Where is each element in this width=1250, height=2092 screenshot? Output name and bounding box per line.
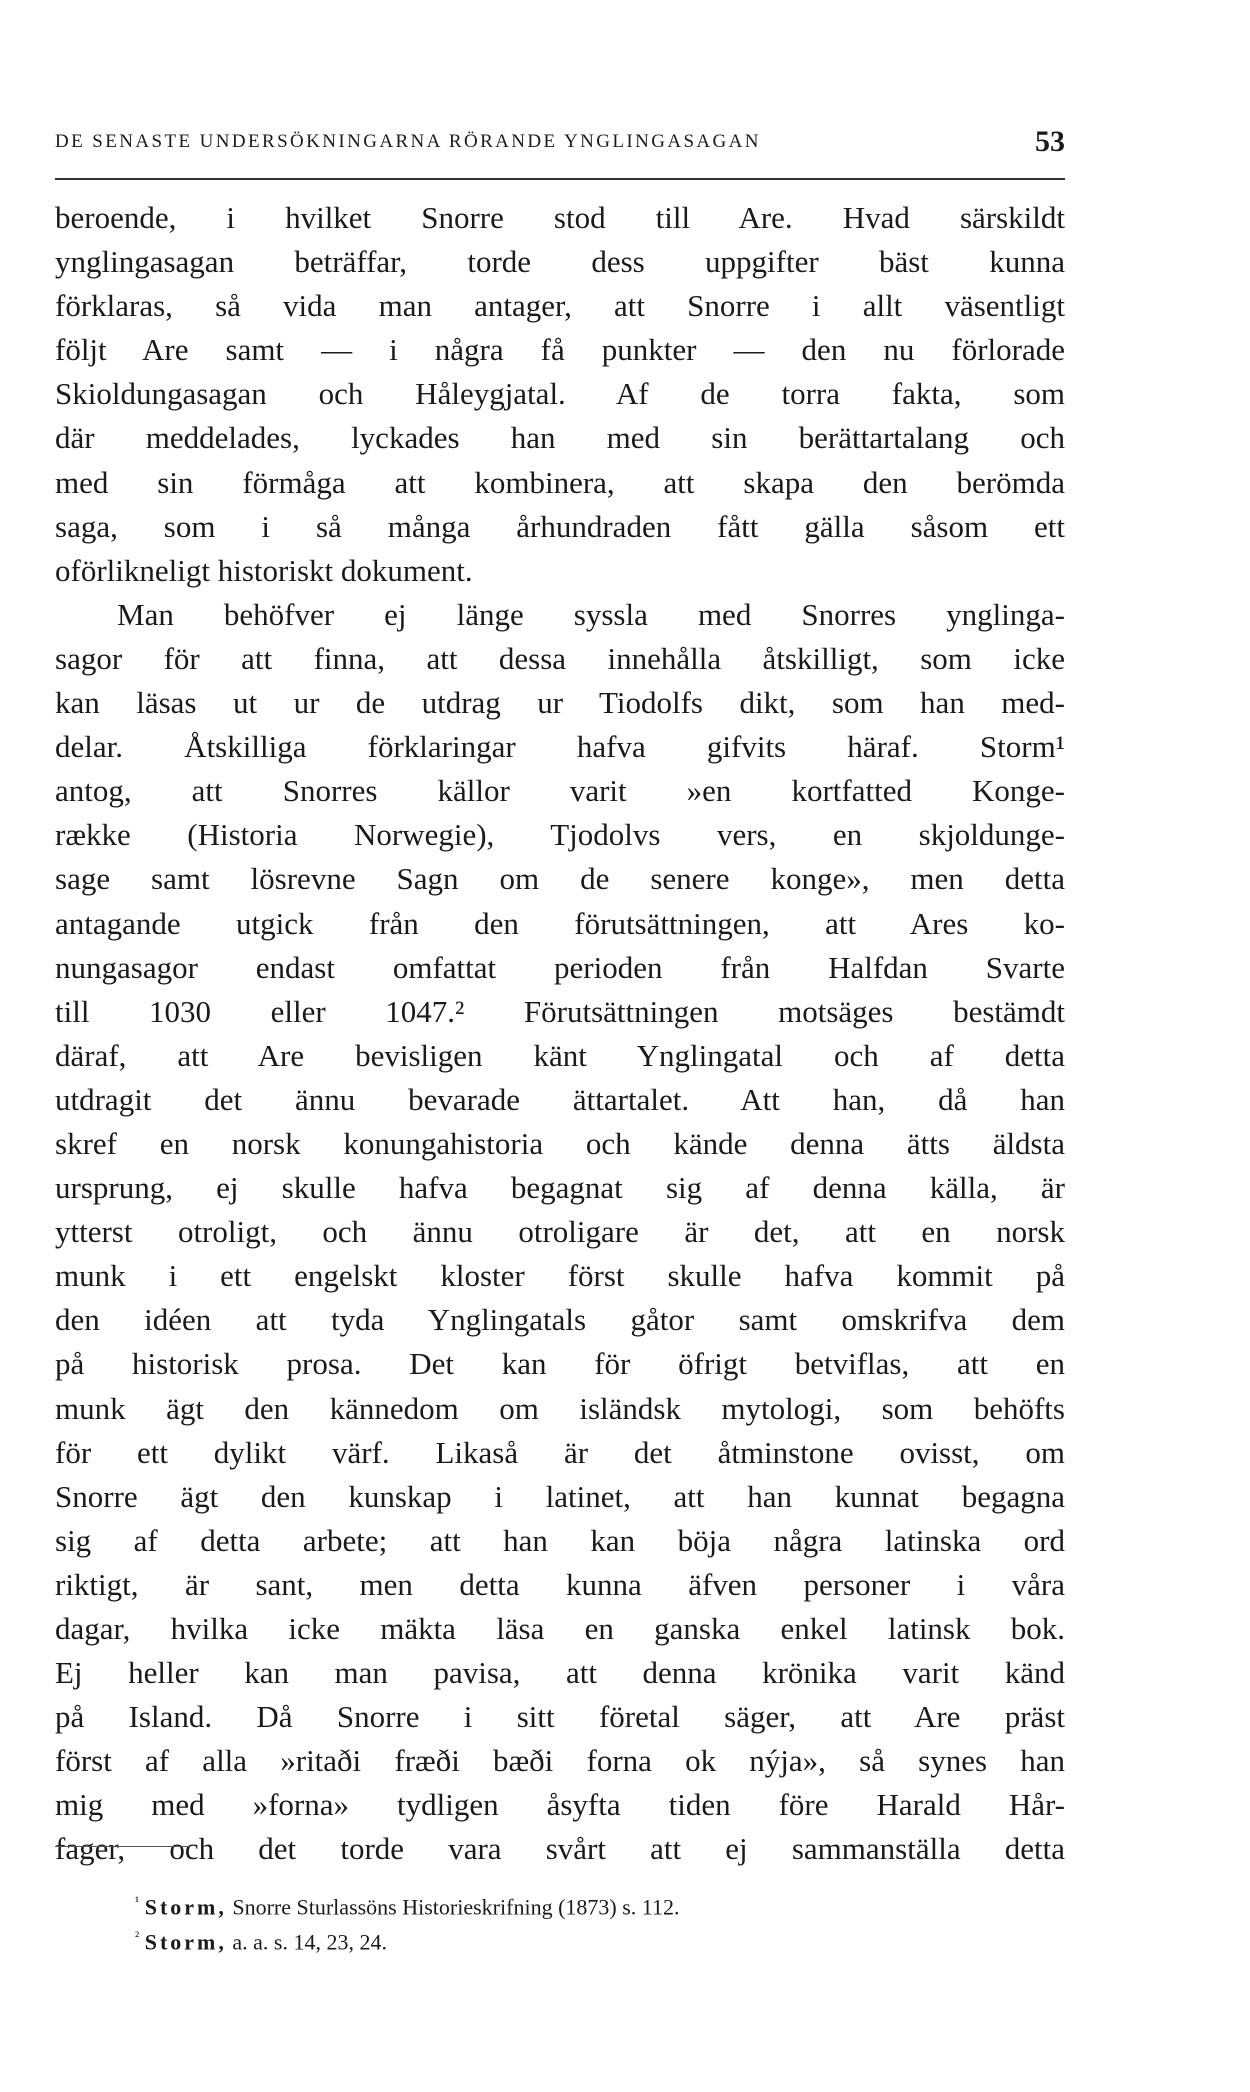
footnote-text: Snorre Sturlassöns Historieskrifning (1873) s. 112. xyxy=(232,1894,680,1920)
footnote-1 xyxy=(135,1887,1035,1922)
text-line: saga, som i så många århundraden fått gälla såsom ett xyxy=(55,508,1065,544)
text-line: utdragit det ännu bevarade ättartalet. Att han, då han xyxy=(55,1081,1065,1117)
text-line: ynglingasagan beträffar, torde dess uppgifter bäst kunna xyxy=(55,244,1065,280)
text-line: munk ägt den kännedom om isländsk mytologi, som behöfts xyxy=(55,1390,1065,1426)
text-line: till 1030 eller 1047.² Förutsättningen motsäges bestämdt xyxy=(55,993,1065,1029)
text-line: kan läsas ut ur de utdrag ur Tiodolfs dikt, som han med- xyxy=(55,685,1065,721)
text-line: Skioldungasagan och Håleygjatal. Af de torra fakta, som xyxy=(55,376,1065,412)
text-line: sig af detta arbete; att han kan böja några latinska ord xyxy=(55,1522,1065,1558)
body-text xyxy=(55,196,1065,1872)
text-line: först af alla »ritaði fræði bæði forna ok nýja», så synes han xyxy=(55,1743,1065,1779)
page-header xyxy=(55,122,1065,162)
footnote-2 xyxy=(135,1922,1035,1957)
header-rule xyxy=(55,178,1065,180)
text-line: på Island. Då Snorre i sitt företal säger, att Are präst xyxy=(55,1699,1065,1735)
text-line: munk i ett engelskt kloster först skulle hafva kommit på xyxy=(55,1258,1065,1294)
text-line: på historisk prosa. Det kan för öfrigt betviflas, att en xyxy=(55,1346,1065,1382)
text-line: följt Are samt — i några få punkter — den nu förlorade xyxy=(55,332,1065,368)
text-line: antagande utgick från den förutsättningen, att Ares ko- xyxy=(55,905,1065,941)
text-line: med sin förmåga att kombinera, att skapa den berömda xyxy=(55,464,1065,500)
text-line: nungasagor endast omfattat perioden från Halfdan Svarte xyxy=(55,949,1065,985)
footnote-rule xyxy=(55,1846,190,1847)
text-line: ytterst otroligt, och ännu otroligare är det, att en norsk xyxy=(55,1214,1065,1250)
text-line: sage samt lösrevne Sagn om de senere konge», men detta xyxy=(55,861,1065,897)
page-number: 53 xyxy=(1035,125,1065,158)
text-line: Man behöfver ej länge syssla med Snorres ynglinga- xyxy=(117,596,1065,632)
footnote-marker: ² xyxy=(135,1930,140,1946)
footnote-marker: ¹ xyxy=(135,1895,140,1910)
text-line: för ett dylikt värf. Likaså är det åtminstone ovisst, om xyxy=(55,1434,1065,1470)
paragraph-1 xyxy=(55,196,1065,593)
text-line: række (Historia Norwegie), Tjodolvs vers, en skjoldunge- xyxy=(55,817,1065,853)
footnote-author: Storm, xyxy=(144,1929,227,1955)
text-line: beroende, i hvilket Snorre stod till Are. Hvad särskildt xyxy=(55,200,1065,235)
text-line: förklaras, så vida man antager, att Snorre i allt väsentligt xyxy=(55,288,1065,324)
text-line: Ej heller kan man pavisa, att denna krönika varit känd xyxy=(55,1655,1065,1691)
paragraph-2 xyxy=(55,593,1065,1872)
text-line: dagar, hvilka icke mäkta läsa en ganska enkel latinsk bok. xyxy=(55,1611,1065,1646)
text-line: fager, och det torde vara svårt att ej sammanställa detta xyxy=(55,1831,1065,1867)
text-line: riktigt, är sant, men detta kunna äfven personer i våra xyxy=(55,1566,1065,1602)
text-line: sagor för att finna, att dessa innehålla åtskilligt, som icke xyxy=(55,640,1065,676)
text-line: mig med »forna» tydligen åsyfta tiden före Harald Hår- xyxy=(55,1787,1065,1823)
footnotes xyxy=(135,1887,1035,1958)
text-line: Snorre ägt den kunskap i latinet, att han kunnat begagna xyxy=(55,1478,1065,1514)
text-line: ursprung, ej skulle hafva begagnat sig af denna källa, är xyxy=(55,1170,1065,1206)
footnote-text: a. a. s. 14, 23, 24. xyxy=(232,1929,387,1955)
footnote-author: Storm, xyxy=(144,1894,227,1920)
text-line: den idéen att tyda Ynglingatals gåtor samt omskrifva dem xyxy=(55,1302,1065,1338)
text-line: oförlikneligt historiskt dokument. xyxy=(55,552,473,588)
text-line: där meddelades, lyckades han med sin berättartalang och xyxy=(55,420,1065,456)
text-line: antog, att Snorres källor varit »en kortfatted Konge- xyxy=(55,773,1065,809)
running-head: DE SENASTE UNDERSÖKNINGARNA RÖRANDE YNGLINGASAGAN xyxy=(55,131,761,152)
text-line: skref en norsk konungahistoria och kände denna ätts äldsta xyxy=(55,1125,1065,1161)
text-line: däraf, att Are bevisligen känt Ynglingatal och af detta xyxy=(55,1037,1065,1073)
text-line: delar. Åtskilliga förklaringar hafva gifvits häraf. Storm¹ xyxy=(55,729,1065,765)
